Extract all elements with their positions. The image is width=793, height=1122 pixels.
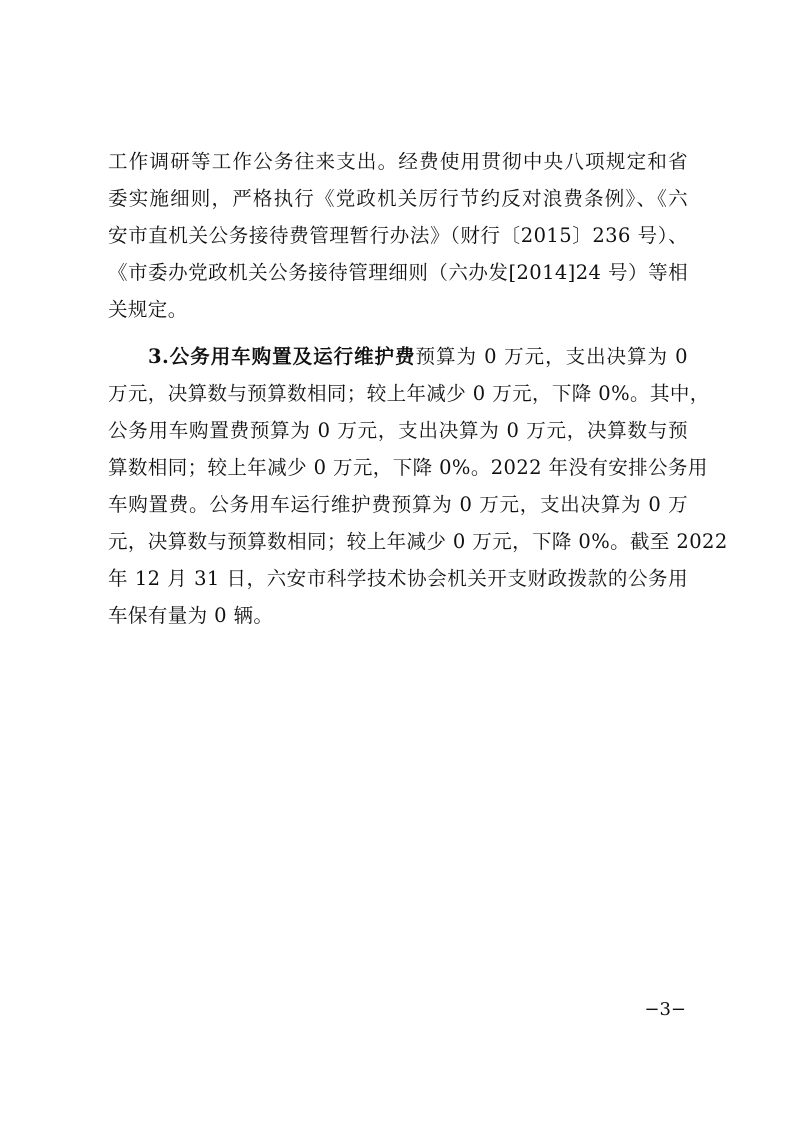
paragraph-2-line-4: 算数相同；较上年减少 0 万元，下降 0%。2022 年没有安排公务用 <box>108 456 708 479</box>
paragraph-2-line-7: 年 12 月 31 日，六安市科学技术协会机关开支财政拨款的公务用 <box>108 567 688 590</box>
page-number: −3− <box>644 999 686 1020</box>
paragraph-2-line-3: 公务用车购置费预算为 0 万元，支出决算为 0 万元，决算数与预 <box>108 419 688 442</box>
section-heading: 3.公务用车购置及运行维护费 <box>148 345 416 368</box>
paragraph-1-line-3: 安市直机关公务接待费管理暂行办法》（财行〔2015〕236 号）、 <box>108 224 688 247</box>
paragraph-1-line-5: 关规定。 <box>108 298 188 321</box>
paragraph-2-line-8: 车保有量为 0 辆。 <box>108 604 274 627</box>
paragraph-2-line-1-text: 预算为 0 万元，支出决算为 0 <box>415 345 688 368</box>
paragraph-2-line-2: 万元，决算数与预算数相同；较上年减少 0 万元，下降 0%。其中， <box>108 382 710 405</box>
paragraph-1-line-4: 《市委办党政机关公务接待管理细则（六办发[2014]24 号）等相 <box>108 261 688 284</box>
paragraph-1-line-2: 委实施细则，严格执行《党政机关厉行节约反对浪费条例》、《六 <box>108 187 688 210</box>
paragraph-2-line-1 <box>148 343 688 371</box>
paragraph-2-line-6: 元，决算数与预算数相同；较上年减少 0 万元，下降 0%。截至 2022 <box>108 530 728 553</box>
paragraph-1-line-1: 工作调研等工作公务往来支出。经费使用贯彻中央八项规定和省 <box>108 150 688 173</box>
paragraph-2-line-5: 车购置费。公务用车运行维护费预算为 0 万元，支出决算为 0 万 <box>108 493 688 516</box>
